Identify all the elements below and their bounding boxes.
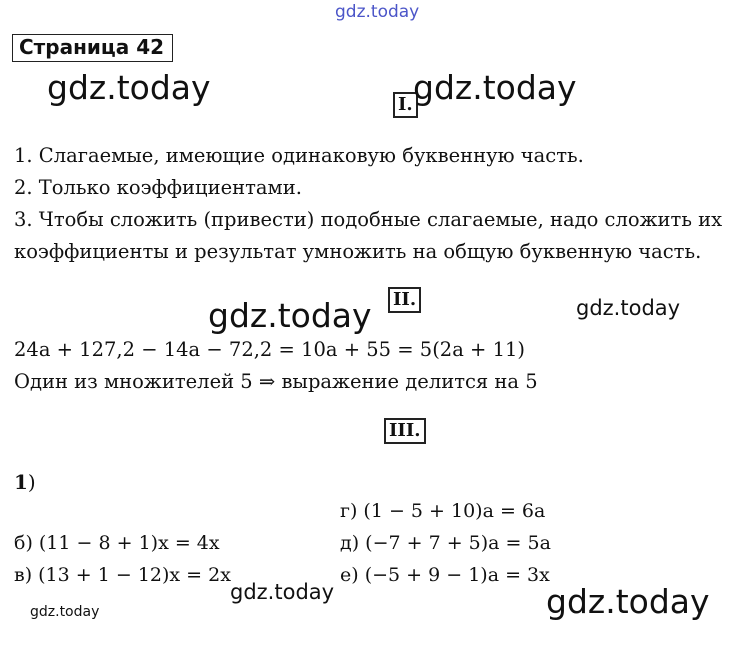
expression-b: б) (11 − 8 + 1)x = 4x bbox=[14, 532, 220, 554]
task-number bbox=[14, 470, 36, 494]
answer-line-1: 1. Слагаемые, имеющие одинаковую буквенную часть. bbox=[14, 144, 584, 167]
section-label-1: I. bbox=[393, 92, 418, 118]
expression-v: в) (13 + 1 − 12)x = 2x bbox=[14, 564, 231, 586]
expression-d: д) (−7 + 7 + 5)a = 5a bbox=[340, 532, 551, 554]
answer-line-3: 3. Чтобы сложить (привести) подобные слагаемые, надо сложить их bbox=[14, 208, 723, 231]
expression-e: е) (−5 + 9 − 1)a = 3x bbox=[340, 564, 550, 586]
watermark: gdz.today bbox=[47, 68, 211, 107]
watermark: gdz.today bbox=[546, 582, 710, 621]
watermark: gdz.today bbox=[30, 604, 100, 620]
watermark: gdz.today bbox=[576, 296, 681, 320]
conclusion: Один из множителей 5 ⇒ выражение делится на 5 bbox=[14, 370, 538, 393]
expression-g: г) (1 − 5 + 10)a = 6a bbox=[340, 500, 546, 522]
section-label-3: III. bbox=[384, 418, 426, 444]
task-number-suffix: ) bbox=[27, 470, 36, 494]
watermark: gdz.today bbox=[208, 296, 372, 335]
section-label-2: II. bbox=[388, 287, 421, 313]
answer-line-2: 2. Только коэффициентами. bbox=[14, 176, 302, 199]
watermark: gdz.today bbox=[230, 580, 335, 604]
equation: 24a + 127,2 − 14a − 72,2 = 10a + 55 = 5(2a + 11) bbox=[14, 338, 525, 361]
watermark: gdz.today bbox=[413, 68, 577, 107]
page-label: Страница 42 bbox=[12, 34, 173, 62]
watermark-top: gdz.today bbox=[335, 2, 420, 22]
task-number-value: 1 bbox=[14, 470, 28, 494]
answer-line-4: коэффициенты и результат умножить на общую буквенную часть. bbox=[14, 240, 702, 263]
